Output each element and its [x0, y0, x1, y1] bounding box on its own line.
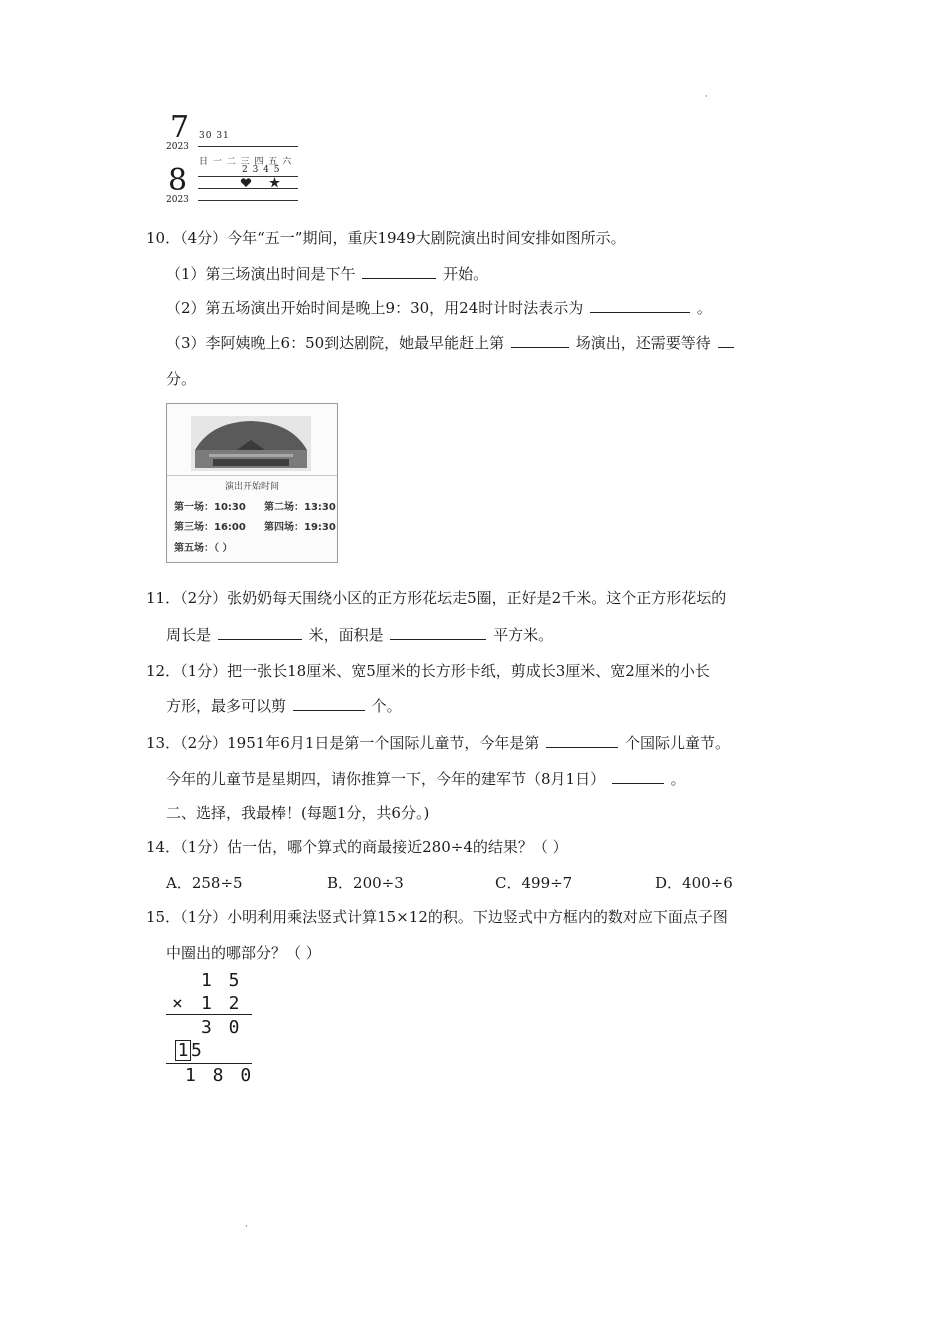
q10-part3-mid: 场演出，还需要等待 — [575, 334, 711, 352]
q10-part1 — [166, 264, 488, 284]
heart-icon — [240, 178, 252, 188]
q10-part1-suffix: 开始。 — [443, 265, 489, 283]
q13-text: 。 — [670, 770, 686, 788]
q13-blank2[interactable] — [612, 769, 664, 784]
q14-option-d[interactable]: D．400÷6 — [655, 874, 733, 892]
star-icon — [269, 177, 280, 188]
schedule-title: 演出开始时间 — [167, 475, 337, 492]
q11-line1: 11．（2分）张奶奶每天围绕小区的正方形花坛走5圈，正好是2千米。这个正方形花坛的 — [146, 589, 727, 607]
q11-blank-area[interactable] — [390, 625, 486, 640]
calendar-month-august: 8 — [168, 163, 188, 198]
q13-text: 今年的儿童节是星期四，请你推算一下，今年的建军节（8月1日） — [166, 770, 606, 788]
q15-line2: 中圈出的哪部分？（ ） — [166, 944, 321, 962]
calendar-year-july: 2023 — [166, 142, 189, 152]
schedule-cell: 第二场：13:30 — [264, 502, 336, 513]
q10-part2-text: （2）第五场演出开始时间是晚上9：30，用24时计时法表示为 — [166, 299, 584, 317]
q10-part3 — [166, 333, 736, 353]
vm-boxed-digit: 1 — [175, 1040, 191, 1061]
q10-part1-text: （1）第三场演出时间是下午 — [166, 265, 356, 283]
schedule-cell: 第一场：10:30 — [174, 502, 246, 513]
vm-multiplicand: 1 5 — [201, 970, 243, 991]
theater-schedule-image — [166, 403, 338, 563]
q15-line1: 15．（1分）小明利用乘法竖式计算15×12的积。下边竖式中方框内的数对应下面点子图 — [146, 908, 728, 926]
vm-times-sign: × — [172, 993, 186, 1014]
q10-stem: 10．（4分）今年“五一”期间，重庆1949大剧院演出时间安排如图所示。 — [146, 229, 626, 247]
vm-partial2 — [175, 1040, 205, 1061]
q10-part3-end: 分。 — [166, 370, 197, 388]
q11-text: 米，面积是 — [308, 626, 384, 644]
page-mark-bottom: · — [245, 1222, 248, 1231]
calendar-rule — [198, 176, 298, 177]
calendar-july-days: 30 31 — [199, 131, 230, 141]
vm-partial2-rest: 5 — [191, 1040, 205, 1061]
q10-part3-text: （3）李阿姨晚上6：50到达剧院，她最早能赶上第 — [166, 334, 505, 352]
calendar-weekdays: 日 一 二 三 四 五 六 — [199, 157, 293, 167]
q10-part3-blank1[interactable] — [511, 333, 569, 348]
q12-line1: 12．（1分）把一张长18厘米、宽5厘米的长方形卡纸，剪成长3厘米、宽2厘米的小长 — [146, 662, 710, 680]
vm-rule — [166, 1063, 252, 1064]
q11-text: 平方米。 — [493, 626, 554, 644]
q14-option-a[interactable]: A．258÷5 — [166, 874, 243, 892]
q13-line1 — [146, 733, 730, 753]
section-heading: 二、选择，我最棒！(每题1分，共6分。) — [166, 804, 430, 822]
q11-line2 — [166, 625, 553, 645]
vm-partial1: 3 0 — [201, 1017, 243, 1038]
q14-option-b[interactable]: B．200÷3 — [327, 874, 404, 892]
q12-blank[interactable] — [293, 696, 365, 711]
q13-blank1[interactable] — [546, 733, 618, 748]
q10-part2 — [166, 298, 712, 318]
calendar-month-july: 7 — [170, 110, 190, 145]
calendar-august-days: 2 3 4 5 — [242, 165, 281, 175]
q14-stem: 14．（1分）估一估，哪个算式的商最接近280÷4的结果？（ ） — [146, 838, 568, 856]
schedule-cell: 第五场：（ ） — [174, 543, 233, 554]
q12-text: 个。 — [371, 697, 402, 715]
schedule-cell: 第三场：16:00 — [174, 522, 246, 533]
q10-part1-blank[interactable] — [362, 264, 436, 279]
calendar-rule — [198, 146, 298, 147]
q10-part3-blank2[interactable] — [718, 333, 734, 348]
q12-text: 方形，最多可以剪 — [166, 697, 287, 715]
vm-rule — [166, 1014, 252, 1015]
q13-text: 13．（2分）1951年6月1日是第一个国际儿童节，今年是第 — [146, 734, 540, 752]
page-mark-top: · — [705, 92, 708, 101]
vm-result: 1 8 0 — [185, 1065, 255, 1086]
calendar-rule — [198, 200, 298, 201]
vm-multiplier: 1 2 — [201, 993, 243, 1014]
calendar-rule — [198, 188, 298, 189]
q14-option-c[interactable]: C．499÷7 — [495, 874, 573, 892]
q12-line2 — [166, 696, 402, 716]
q10-part2-suffix: 。 — [696, 299, 712, 317]
q10-part2-blank[interactable] — [590, 298, 690, 313]
theater-photo — [191, 416, 311, 471]
schedule-cell: 第四场：19:30 — [264, 522, 336, 533]
q11-blank-perimeter[interactable] — [218, 625, 302, 640]
q11-text: 周长是 — [166, 626, 212, 644]
calendar-year-august: 2023 — [166, 195, 189, 205]
q13-text: 个国际儿童节。 — [624, 734, 730, 752]
q13-line2 — [166, 769, 686, 789]
